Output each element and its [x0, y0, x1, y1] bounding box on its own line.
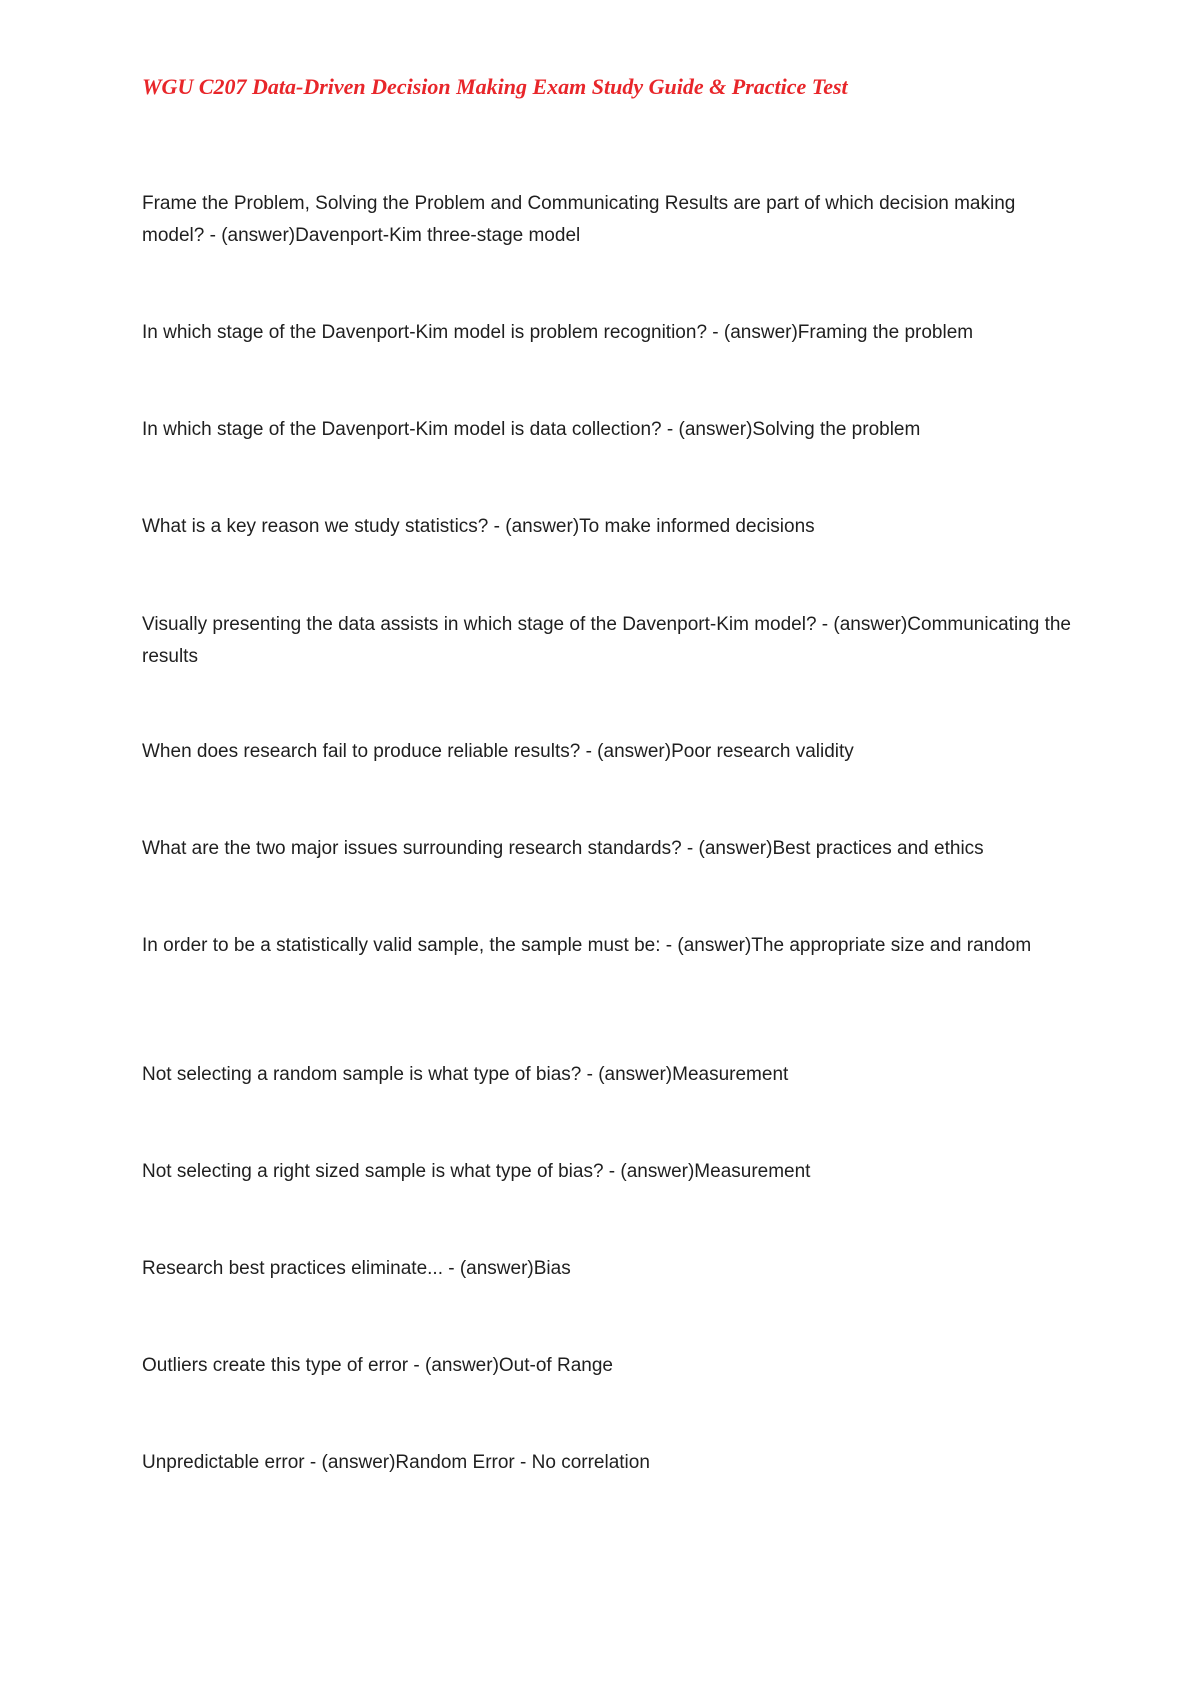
qa-item-4: What is a key reason we study statistics? - (answer)To make informed decisions — [142, 516, 815, 537]
qa-item-8: In order to be a statistically valid sample, the sample must be: - (answer)The appropriate size and random — [142, 935, 1032, 956]
qa-item-10: Not selecting a right sized sample is what type of bias? - (answer)Measurement — [142, 1161, 811, 1182]
qa-item-3: In which stage of the Davenport-Kim model is data collection? - (answer)Solving the problem — [142, 419, 921, 440]
qa-item-5: Visually presenting the data assists in which stage of the Davenport-Kim model? - (answer)Communicating the results — [142, 614, 1071, 667]
qa-item-11: Research best practices eliminate... - (answer)Bias — [142, 1258, 571, 1279]
qa-item-6: When does research fail to produce reliable results? - (answer)Poor research validity — [142, 741, 854, 762]
document-title: WGU C207 Data-Driven Decision Making Exam Study Guide & Practice Test — [142, 74, 848, 99]
qa-item-7: What are the two major issues surrounding research standards? - (answer)Best practices and ethics — [142, 838, 984, 859]
qa-item-13: Unpredictable error - (answer)Random Error - No correlation — [142, 1452, 650, 1473]
qa-item-2: In which stage of the Davenport-Kim model is problem recognition? - (answer)Framing the problem — [142, 322, 974, 343]
qa-item-1: Frame the Problem, Solving the Problem and Communicating Results are part of which decision making model? - (answer)Davenport-Kim three-stage model — [142, 193, 1016, 246]
qa-item-12: Outliers create this type of error - (answer)Out-of Range — [142, 1355, 613, 1376]
qa-item-9: Not selecting a random sample is what type of bias? - (answer)Measurement — [142, 1064, 789, 1085]
